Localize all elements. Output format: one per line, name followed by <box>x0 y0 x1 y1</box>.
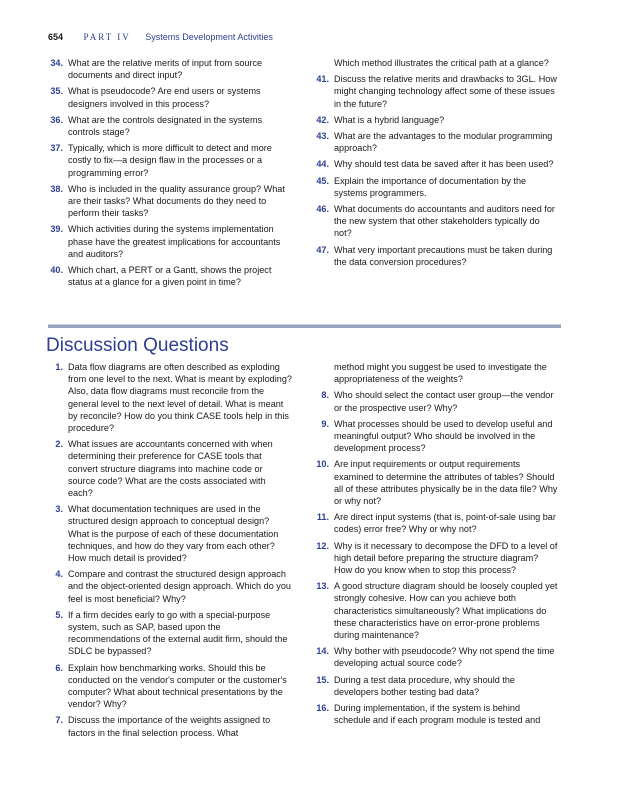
discussion-questions-right-column <box>312 361 558 730</box>
review-question-38: 38. Who is included in the quality assurance group? What are their tasks? What documents do they need to perform their tasks? <box>50 183 285 219</box>
discussion-question-8: 8. Who should select the contact user group—the vendor or the prospective user? Why? <box>321 390 554 413</box>
review-question-46: 46. What documents do accountants and auditors need for the new system that other stakeholders typically do not? <box>316 204 555 239</box>
discussion-question-5: 5. If a firm decides early to go with a special-purpose system, such as SAP, based upon the recommendations of the external audit firm, should the SDLC be bypassed? <box>55 609 288 657</box>
discussion-question-7: 7. Discuss the importance of the weights assigned to factors in the final selection process. What <box>55 715 271 738</box>
review-questions-left-column <box>46 57 292 292</box>
review-question-40: 40. Which chart, a PERT or a Gantt, shows the project status at a glance for a given point in time? <box>50 265 272 288</box>
review-question-39: 39. Which activities during the systems implementation phase have the greatest implications for accountants and auditors? <box>50 224 281 259</box>
discussion-question-14: 14. Why bother with pseudocode? Why not spend the time developing actual source code? <box>316 646 555 669</box>
review-question-35: 35. What is pseudocode? Are end users or systems designers involved in this process? <box>50 86 261 109</box>
discussion-question-16: 16. During implementation, if the system is behind schedule and if each program module is tested and <box>316 703 541 726</box>
discussion-question-6: 6. Explain how benchmarking works. Should this be conducted on the vendor's computer or the customer's computer? What about technical presentations by the vendor? Why? <box>55 662 287 710</box>
discussion-question-11: 11. Are direct input systems (that is, point-of-sale using bar codes) error free? Why or why not? <box>316 512 556 535</box>
chapter-title: Systems Development Activities <box>145 32 273 42</box>
discussion-questions-heading: Discussion Questions <box>46 335 229 356</box>
review-question-43: 43. What are the advantages to the modular programming approach? <box>316 131 553 154</box>
discussion-question-12: 12. Why is it necessary to decompose the DFD to a level of high detail before preparing the structure diagram? How do you know when to stop this process? <box>316 540 558 576</box>
discussion-question-7-continued: method might you suggest be used to investigate the appropriateness of the weights? <box>334 362 547 385</box>
discussion-question-9: 9. What processes should be used to develop useful and meaningful output? Who should be involved in the development process? <box>321 418 553 454</box>
review-question-36: 36. What are the controls designated in the systems controls stage? <box>50 114 263 138</box>
review-question-45: 45. Explain the importance of documentation by the systems programmers. <box>316 175 527 198</box>
review-question-42: 42. What is a hybrid language? <box>316 114 445 125</box>
review-questions-right-column <box>312 57 558 272</box>
review-question-34: 34. What are the relative merits of input from source documents and direct input? <box>50 58 263 81</box>
discussion-question-2: 2. What issues are accountants concerned with when determining their preference for CASE tools that convert structure diagrams into machine code or source code? What are the costs associated with each? <box>55 439 273 499</box>
discussion-question-10: 10. Are input requirements or output requirements examined to determine the attributes of tables? Should all of these attributes physically be in the data file? Why or why not? <box>316 459 558 507</box>
section-divider <box>48 324 561 328</box>
part-label: PART IV <box>83 32 131 42</box>
discussion-question-15: 15. During a test data procedure, why should the developers bother testing bad data? <box>316 674 515 697</box>
discussion-questions-left-column <box>46 361 292 743</box>
running-head <box>48 31 273 45</box>
discussion-question-4: 4. Compare and contrast the structured design approach and the object-oriented design approach. Which do you feel is most beneficial? Why? <box>55 569 291 604</box>
discussion-question-1: 1. Data flow diagrams are often described as exploding from one level to the next. What is meant by exploding? Also, data flow diagrams must reconcile from the general level to the next level of detail. What is meant by reconcile? How do you think CASE tools help in this procedure? <box>55 362 292 434</box>
discussion-question-13: 13. A good structure diagram should be loosely coupled yet strongly cohesive. How can you achieve both characteristics simultaneously? What implications do these characteristics have on error-prone problems during maintenance? <box>316 581 558 641</box>
review-question-41: 41. Discuss the relative merits and drawbacks to 3GL. How might changing technology affect some of these issues in the future? <box>316 74 557 109</box>
review-question-47: 47. What very important precautions must be taken during the data conversion procedures? <box>316 244 553 267</box>
review-question-37: 37. Typically, which is more difficult to detect and more costly to fix—a design flaw in the processes or a programming error? <box>50 143 272 178</box>
review-question-44: 44. Why should test data be saved after it has been used? <box>316 159 554 170</box>
review-question-40-continued: Which method illustrates the critical path at a glance? <box>334 58 549 68</box>
page-number: 654 <box>48 32 64 42</box>
discussion-question-3: 3. What documentation techniques are used in the structured design approach to conceptual design? What is the purpose of each of these documentation techniques, and how do they vary from each other? How much detail is provided? <box>55 504 279 564</box>
